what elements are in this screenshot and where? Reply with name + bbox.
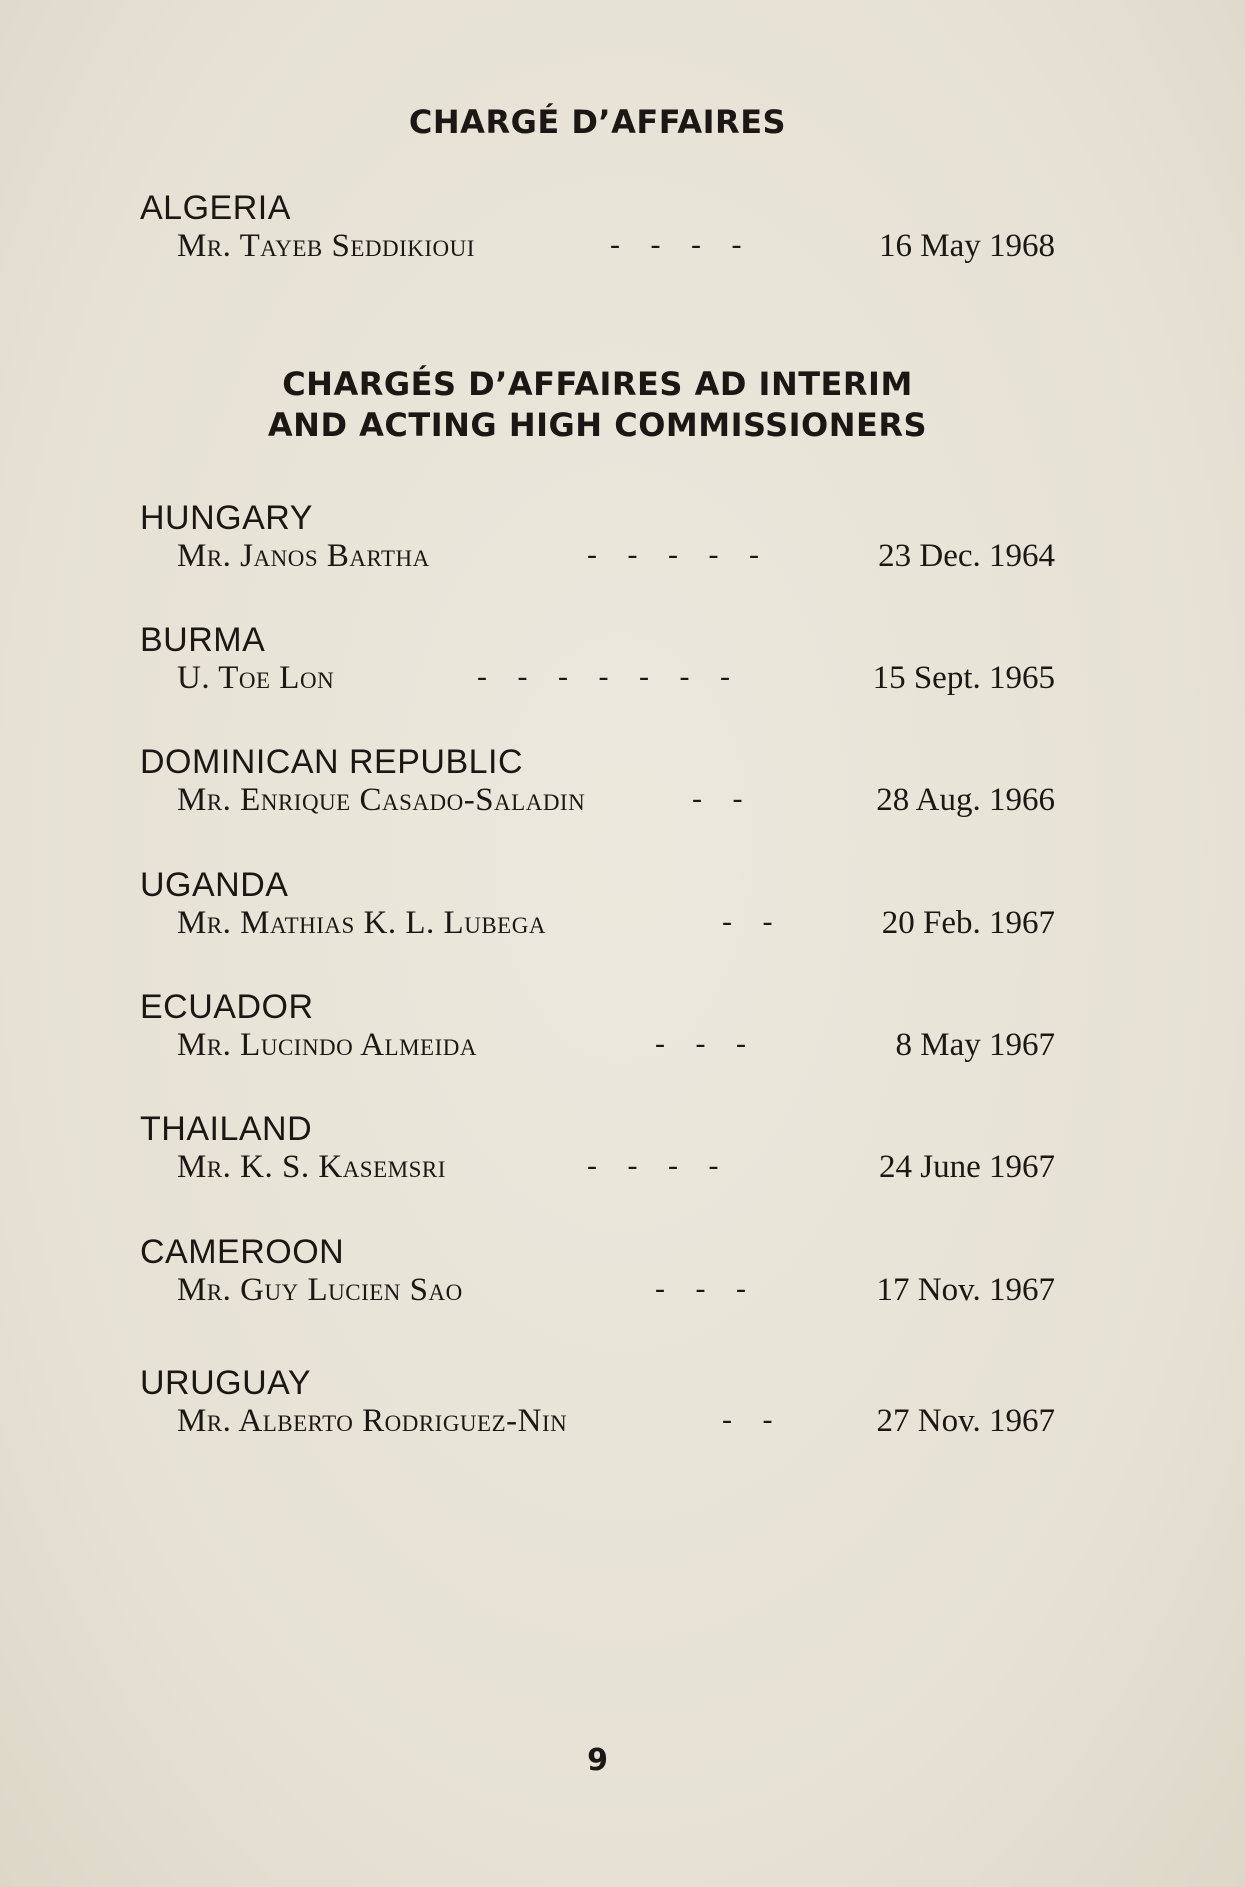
entry-uganda (140, 865, 1055, 951)
country-name: URUGUAY (140, 1364, 311, 1402)
entry-row (177, 1272, 1055, 1318)
entry-row (177, 1027, 1055, 1073)
leader-dashes: - - - - (587, 1149, 721, 1182)
leader-dashes: - - (692, 782, 745, 815)
page-title: CHARGÉ D’AFFAIRES (408, 103, 787, 141)
entry-burma (140, 620, 1055, 706)
entry-row (177, 1149, 1055, 1195)
official-name: Mr. Janos Bartha (177, 538, 430, 574)
country-name: THAILAND (140, 1110, 313, 1148)
official-name: Mr. Alberto Rodriguez-Nin (177, 1403, 568, 1439)
official-name: Mr. Tayeb Seddikioui (177, 228, 475, 264)
entry-uruguay (140, 1363, 1055, 1449)
page-number: 9 (587, 1743, 608, 1778)
entry-row (177, 1403, 1055, 1449)
entry-algeria (140, 188, 1055, 274)
appointment-date: 28 Aug. 1966 (876, 782, 1055, 818)
leader-dashes: - - - (655, 1272, 748, 1305)
country-name: ECUADOR (140, 988, 314, 1026)
official-name: Mr. Enrique Casado-Saladin (177, 782, 586, 818)
appointment-date: 15 Sept. 1965 (872, 660, 1055, 696)
appointment-date: 20 Feb. 1967 (881, 905, 1055, 941)
leader-dashes: - - - - - - - (477, 660, 732, 693)
bleed-through-text (470, 150, 478, 184)
entry-cameroon (140, 1232, 1055, 1318)
official-name: Mr. Guy Lucien Sao (177, 1272, 463, 1308)
official-name: Mr. Mathias K. L. Lubega (177, 905, 546, 941)
entry-row (177, 660, 1055, 706)
appointment-date: 16 May 1968 (879, 228, 1055, 264)
section-heading-line1: CHARGÉS D’AFFAIRES AD INTERIM (282, 365, 913, 403)
country-name: ALGERIA (140, 189, 291, 227)
entry-row (177, 782, 1055, 828)
leader-dashes: - - (722, 1403, 775, 1436)
country-name: HUNGARY (140, 499, 313, 537)
entry-ecuador (140, 987, 1055, 1073)
appointment-date: 27 Nov. 1967 (876, 1403, 1055, 1439)
country-name: DOMINICAN REPUBLIC (140, 743, 524, 781)
appointment-date: 23 Dec. 1964 (878, 538, 1055, 574)
appointment-date: 8 May 1967 (895, 1027, 1055, 1063)
official-name: Mr. Lucindo Almeida (177, 1027, 477, 1063)
country-name: UGANDA (140, 866, 289, 904)
official-name: Mr. K. S. Kasemsri (177, 1149, 446, 1185)
entry-row (177, 538, 1055, 584)
appointment-date: 17 Nov. 1967 (876, 1272, 1055, 1308)
entry-hungary (140, 498, 1055, 584)
appointment-date: 24 June 1967 (879, 1149, 1055, 1185)
country-name: BURMA (140, 621, 266, 659)
entry-row (177, 228, 1055, 274)
entry-thailand (140, 1109, 1055, 1195)
entry-dominican-republic (140, 742, 1055, 828)
leader-dashes: - - - - (610, 228, 744, 261)
section-heading-line2: AND ACTING HIGH COMMISSIONERS (267, 406, 928, 444)
leader-dashes: - - - (655, 1027, 748, 1060)
leader-dashes: - - (722, 905, 775, 938)
official-name: U. Toe Lon (177, 660, 335, 696)
entry-row (177, 905, 1055, 951)
leader-dashes: - - - - - (587, 538, 761, 571)
country-name: CAMEROON (140, 1233, 345, 1271)
